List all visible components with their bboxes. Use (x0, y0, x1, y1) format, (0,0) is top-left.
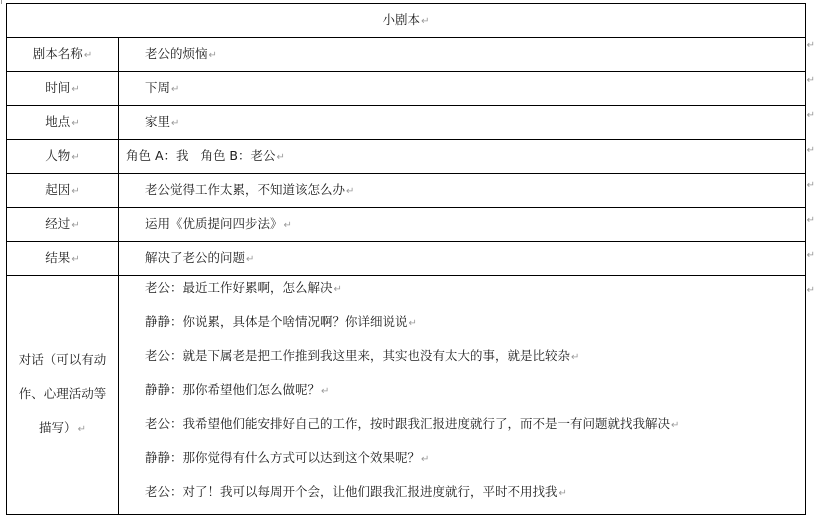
row-value: 解决了老公的问题 (145, 249, 246, 265)
paragraph-mark-icon: ↵ (558, 488, 567, 499)
row-label: 经过 (45, 215, 71, 231)
row-label-cell[interactable] (7, 140, 119, 174)
paragraph-mark-icon: ↵ (408, 318, 417, 329)
table-row (7, 208, 806, 242)
row-label-cell[interactable] (7, 106, 119, 140)
row-label-cell[interactable] (7, 38, 119, 72)
row-end-mark-icon: ↵ (806, 110, 815, 121)
row-label: 人物 (45, 147, 71, 163)
paragraph-mark-icon: ↵ (71, 219, 80, 231)
paragraph-mark-icon: ↵ (421, 15, 430, 27)
row-value: 老公觉得工作太累，不知道该怎么办 (145, 181, 346, 197)
paragraph-mark-icon: ↵ (71, 151, 80, 163)
table-row (7, 38, 806, 72)
dialogue-label: 对话（可以有动作、心理活动等描写） (18, 352, 107, 435)
table-row (7, 242, 806, 276)
paragraph-mark-icon: ↵ (276, 151, 285, 163)
row-end-mark-icon: ↵ (806, 215, 815, 226)
dialogue-text: 静静：那你觉得有什么方式可以达到这个效果呢？ (145, 450, 421, 465)
table-row (7, 174, 806, 208)
script-table (6, 3, 806, 515)
table-title: 小剧本 (382, 11, 421, 27)
dialogue-text: 老公：我希望他们能安排好自己的工作，按时跟我汇报进度就行了，而不是一有问题就找我解决 (145, 416, 671, 431)
row-end-mark-icon: ↵ (806, 250, 815, 261)
paragraph-mark-icon: ↵ (421, 454, 430, 465)
paragraph-mark-icon: ↵ (671, 420, 680, 431)
dialogue-line (145, 412, 805, 446)
paragraph-mark-icon: ↵ (77, 424, 86, 435)
table-title-cell[interactable] (7, 4, 806, 38)
paragraph-mark-icon: ↵ (71, 83, 80, 95)
paragraph-mark-icon: ↵ (208, 49, 217, 61)
dialogue-text: 老公：最近工作好累啊，怎么解决 (145, 280, 333, 295)
row-label: 时间 (45, 79, 71, 95)
row-value-cell[interactable] (119, 38, 806, 72)
row-value-cell[interactable] (119, 174, 806, 208)
dialogue-text: 静静：你说累，具体是个啥情况啊？你详细说说 (145, 314, 408, 329)
paragraph-mark-icon: ↵ (321, 386, 330, 397)
paragraph-mark-icon: ↵ (71, 185, 80, 197)
paragraph-mark-icon: ↵ (71, 253, 80, 265)
row-label-cell[interactable] (7, 242, 119, 276)
row-value-cell[interactable] (119, 208, 806, 242)
paragraph-mark-icon: ↵ (71, 117, 80, 129)
dialogue-line (145, 446, 805, 480)
row-value-cell[interactable] (119, 140, 806, 174)
paragraph-mark-icon: ↵ (283, 219, 292, 231)
row-value: 运用《优质提问四步法》 (145, 215, 283, 231)
table-row (7, 140, 806, 174)
row-label: 结果 (45, 249, 71, 265)
paragraph-mark-icon: ↵ (171, 83, 180, 95)
dialogue-line (145, 480, 805, 514)
row-end-mark-icon: ↵ (806, 285, 815, 296)
table-row (7, 72, 806, 106)
row-label: 起因 (45, 181, 71, 197)
row-label: 地点 (45, 113, 71, 129)
row-label-cell[interactable] (7, 72, 119, 106)
dialogue-label-cell[interactable] (7, 276, 119, 515)
row-end-mark-icon: ↵ (806, 40, 815, 51)
dialogue-line (145, 344, 805, 378)
paragraph-mark-icon: ↵ (346, 185, 355, 197)
table-row (7, 106, 806, 140)
dialogue-line (145, 276, 805, 310)
row-value: 下周 (145, 79, 171, 95)
paragraph-mark-icon: ↵ (333, 284, 342, 295)
row-value-cell[interactable] (119, 242, 806, 276)
row-value: 角色 A：我 角色 B：老公 (126, 147, 276, 163)
row-end-mark-icon: ↵ (806, 75, 815, 86)
row-label-cell[interactable] (7, 174, 119, 208)
row-value: 老公的烦恼 (145, 45, 208, 61)
dialogue-text: 老公：就是下属老是把工作推到我这里来，其实也没有太大的事，就是比较杂 (145, 348, 571, 363)
paragraph-mark-icon: ↵ (571, 352, 580, 363)
dialogue-text: 静静：那你希望他们怎么做呢？ (145, 382, 321, 397)
paragraph-mark-icon: ↵ (246, 253, 255, 265)
row-end-mark-icon: ↵ (806, 145, 815, 156)
row-value-cell[interactable] (119, 106, 806, 140)
table-title-row (7, 4, 806, 38)
row-value: 家里 (145, 113, 171, 129)
row-end-mark-icon: ↵ (806, 180, 815, 191)
dialogue-line (145, 378, 805, 412)
dialogue-content-cell[interactable] (119, 276, 806, 515)
row-value-cell[interactable] (119, 72, 806, 106)
row-label-cell[interactable] (7, 208, 119, 242)
dialogue-text: 老公：对了！我可以每周开个会，让他们跟我汇报进度就行，平时不用找我 (145, 484, 558, 499)
row-label: 剧本名称 (32, 45, 83, 61)
paragraph-mark-icon: ↵ (83, 49, 93, 61)
paragraph-mark-icon: ↵ (171, 117, 180, 129)
dialogue-line (145, 310, 805, 344)
dialogue-row (7, 276, 806, 515)
